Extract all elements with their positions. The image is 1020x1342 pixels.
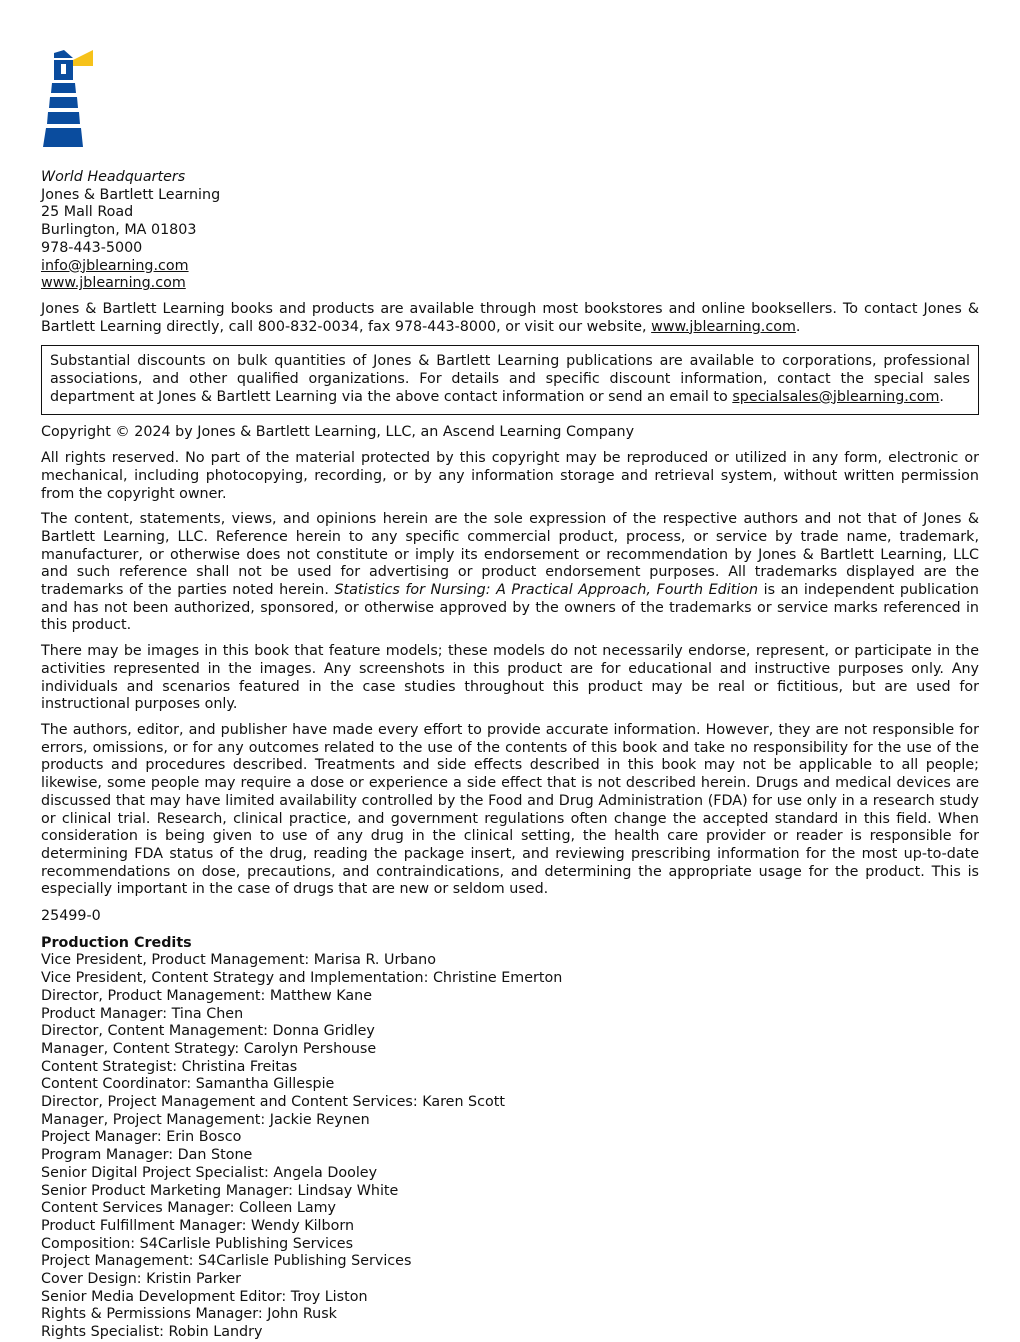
credit-line: Director, Project Management and Content Services: Karen Scott — [41, 1094, 505, 1111]
production-credits-title: Production Credits — [41, 934, 192, 951]
credit-line: Content Services Manager: Colleen Lamy — [41, 1200, 336, 1217]
credit-line: Senior Digital Project Specialist: Angela Dooley — [41, 1164, 378, 1181]
images-statement-paragraph: There may be images in this book that feature models; these models do not necessarily endorse, represent, or participate in the activities represented in the images. Any screenshots in this product are for educational and instructive purposes only. Any individuals and scenarios featured in the case studies throughout this product may be real or fictitious, but are used for instructional purposes only. — [41, 643, 979, 713]
content-statement-text-end: is an independent publication and has not been authorized, sponsored, or otherwise approved by the owners of the trademarks or service marks referenced in this product. — [41, 582, 979, 634]
address-block — [41, 169, 979, 293]
contact-end: . — [795, 318, 801, 335]
credit-line: Content Coordinator: Samantha Gillespie — [41, 1076, 335, 1093]
special-sales-text: Substantial discounts on bulk quantities of Jones & Bartlett Learning publications are available to corporations, professional associations, and other qualified organizations. For details and specific discount information, contact the special sales department at Jones & Bartlett Learning via the above contact information or send an email to — [50, 353, 970, 405]
credit-line: Manager, Project Management: Jackie Reynen — [41, 1111, 370, 1128]
credit-line: Product Fulfillment Manager: Wendy Kilborn — [41, 1217, 355, 1234]
city-address: Burlington, MA 01803 — [41, 222, 197, 239]
credit-line: Rights & Permissions Manager: John Rusk — [41, 1306, 337, 1323]
credit-line: Composition: S4Carlisle Publishing Services — [41, 1235, 354, 1252]
credit-line: Project Management: S4Carlisle Publishing Services — [41, 1253, 412, 1270]
credit-line: Senior Product Marketing Manager: Lindsay White — [41, 1182, 399, 1199]
credit-line: Program Manager: Dan Stone — [41, 1147, 253, 1164]
credit-line: Vice President, Product Management: Marisa R. Urbano — [41, 952, 436, 969]
address-label: World Headquarters — [41, 169, 186, 185]
street-address: 25 Mall Road — [41, 204, 134, 221]
credit-line: Vice President, Content Strategy and Implementation: Christine Emerton — [41, 970, 563, 987]
special-sales-email-link[interactable]: specialsales@jblearning.com — [732, 388, 940, 405]
phone-number: 978-443-5000 — [41, 239, 143, 256]
rights-paragraph: All rights reserved. No part of the material protected by this copyright may be reproduced or utilized in any form, electronic or mechanical, including photocopying, recording, or by any information storage and retrieval system, without written permission from the copyright owner. — [41, 450, 979, 502]
content-statement-paragraph — [41, 511, 979, 635]
copyright-page — [41, 50, 979, 1342]
contact-text: Jones & Bartlett Learning books and products are available through most bookstores and online booksellers. To contact Jones & Bartlett Learning directly, call 800-832-0034, fax 978-443-8000, or visit our website, — [41, 300, 979, 335]
credit-line: Product Manager: Tina Chen — [41, 1005, 244, 1022]
special-sales-box — [41, 345, 979, 415]
credit-line: Director, Product Management: Matthew Kane — [41, 987, 373, 1004]
lighthouse-icon — [41, 50, 95, 147]
credit-line: Rights Specialist: Robin Landry — [41, 1324, 263, 1341]
credit-line: Project Manager: Erin Bosco — [41, 1129, 242, 1146]
credit-line: Manager, Content Strategy: Carolyn Pershouse — [41, 1040, 377, 1057]
credit-line: Content Strategist: Christina Freitas — [41, 1058, 298, 1075]
contact-paragraph — [41, 301, 979, 336]
credit-line: Senior Media Development Editor: Troy Liston — [41, 1288, 368, 1305]
special-sales-end: . — [939, 388, 944, 405]
special-sales-paragraph — [50, 353, 970, 406]
book-code: 25499-0 — [41, 908, 101, 925]
credits-list — [41, 952, 979, 1341]
credit-line: Director, Content Management: Donna Gridley — [41, 1023, 375, 1040]
copyright-notice: Copyright © 2024 by Jones & Bartlett Learning, LLC, an Ascend Learning Company — [41, 424, 635, 441]
email-link[interactable]: info@jblearning.com — [41, 257, 189, 274]
production-credits — [41, 935, 979, 1342]
contact-website-link[interactable]: www.jblearning.com — [651, 318, 796, 335]
website-link[interactable]: www.jblearning.com — [41, 275, 186, 292]
book-title: Statistics for Nursing: A Practical Approach, Fourth Edition — [334, 582, 759, 599]
disclaimer-paragraph: The authors, editor, and publisher have made every effort to provide accurate information. However, they are not responsible for errors, omissions, or for any outcomes related to the use of the contents of this book and take no responsibility for the use of the products and procedures described. Treatments and side effects described in this book may not be applicable to all people; likewise, some people may require a dose or experience a side effect that is not described herein. Drugs and medical devices are discussed that may have limited availability controlled by the Food and Drug Administration (FDA) for use only in a research study or clinical trial. Research, clinical practice, and government regulations often change the accepted standard in this field. When consideration is being given to use of any drug in the clinical setting, the health care provider or reader is responsible for determining FDA status of the drug, reading the package insert, and reviewing prescribing information for the most up-to-date recommendations on dose, precautions, and contraindications, and determining the appropriate usage for the product. This is especially important in the case of drugs that are new or seldom used. — [41, 721, 979, 898]
credit-line: Cover Design: Kristin Parker — [41, 1271, 242, 1288]
company-name: Jones & Bartlett Learning — [41, 186, 221, 203]
content-statement-text: The content, statements, views, and opinions herein are the sole expression of the respective authors and not that of Jones & Bartlett Learning, LLC. Reference herein to any specific commercial product, process, or service by trade name, trademark, manufacturer, or otherwise does not constitute or imply its endorsement or recommendation by Jones & Bartlett Learning, LLC and such reference shall not be used for advertising or product endorsement purposes. All trademarks displayed are the trademarks of the parties noted herein. — [41, 511, 979, 599]
